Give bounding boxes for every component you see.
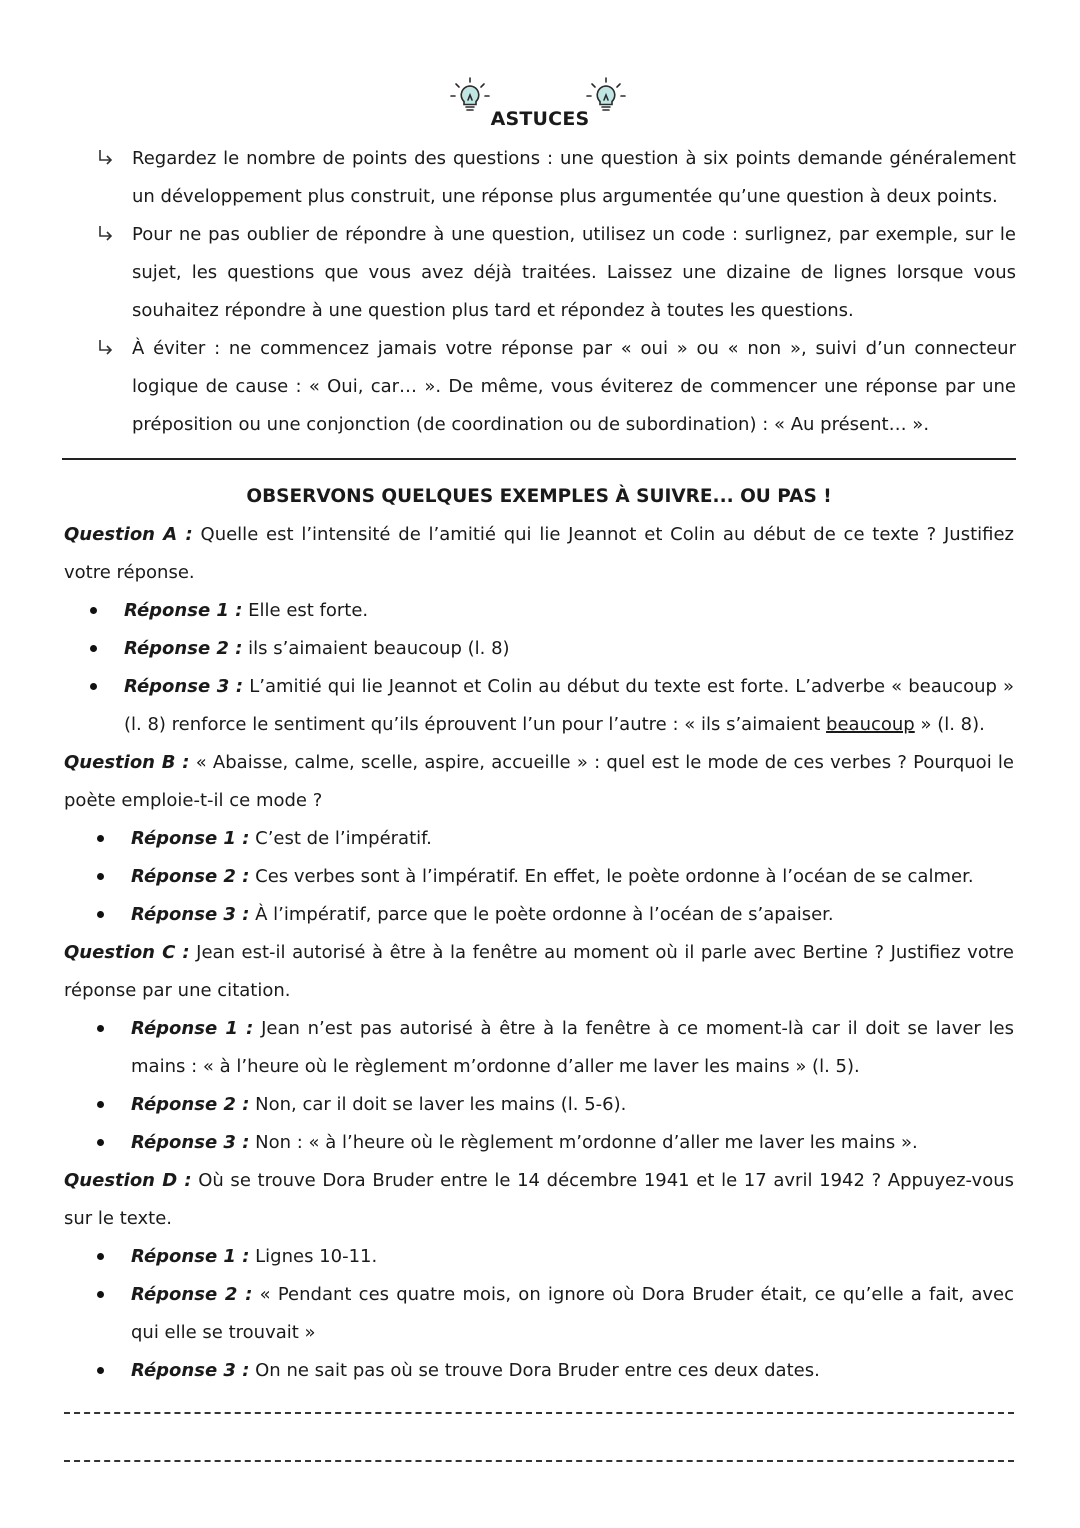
bullet-icon [97,1367,104,1374]
bullet-icon [90,645,97,652]
answers-list [64,592,1014,744]
answer-text-end: » (l. 8). [914,714,985,735]
answer-text: Lignes 10-11. [249,1246,378,1267]
tip-text: À éviter : ne commencez jamais votre réponse par « oui » ou « non », suivi d’un connecteur logique de cause : « Oui, car… ». De même, vous éviterez de commencer une réponse par une préposition ou une conjonction (de coordination ou de subordination) : « Au présent… ». [132,338,1016,435]
question-text: Jean est-il autorisé à être à la fenêtre au moment où il parle avec Bertine ? Justifiez votre réponse par une citation. [64,942,1014,1001]
answer-text: Elle est forte. [242,600,369,621]
answer-item [64,896,1014,934]
answer-item [64,1238,1014,1276]
tip-item [96,140,1016,216]
answer-item [64,1010,1014,1086]
question-label: Question A : [64,524,193,545]
answer-label: Réponse 1 : [131,828,250,849]
bullet-icon [97,1101,104,1108]
answers-list [64,1010,1014,1162]
dashed-writing-line [64,1460,1014,1462]
answer-label: Réponse 2 : [131,1284,253,1305]
section-divider [62,458,1016,460]
answer-item [64,820,1014,858]
answer-label: Réponse 1 : [131,1246,250,1267]
answer-label: Réponse 1 : [124,600,243,621]
underlined-word: beaucoup [826,714,915,735]
answers-list [64,1238,1014,1390]
astuces-header [0,72,1080,132]
question-d [64,1162,1014,1238]
question-text: Quelle est l’intensité de l’amitié qui lie Jeannot et Colin au début de ce texte ? Justifiez votre réponse. [64,524,1015,583]
answer-text: On ne sait pas où se trouve Dora Bruder entre ces deux dates. [249,1360,820,1381]
answer-text: Jean n’est pas autorisé à être à la fenêtre à ce moment-là car il doit se laver les mains : « à l’heure où le règlement m’ordonne d’aller me laver les mains » (l. 5). [131,1018,1014,1077]
section-title: OBSERVONS QUELQUES EXEMPLES À SUIVRE... OU PAS ! [246,486,832,507]
answer-text: Ces verbes sont à l’impératif. En effet, le poète ordonne à l’océan de se calmer. [249,866,974,887]
tip-text: Pour ne pas oublier de répondre à une question, utilisez un code : surlignez, par exemple, sur le sujet, les questions que vous avez déjà traitées. Laissez une dizaine de lignes lorsque vous souhaitez répondre à une question plus tard et répondez à toutes les questions. [132,224,1016,321]
answer-text: L’amitié qui lie Jeannot et Colin au début du texte est forte. L’adverbe « beaucoup » (l. 8) renforce le sentiment qu’ils éprouvent l’un pour l’autre : « ils s’aimaient [124,676,1014,735]
bullet-icon [90,607,97,614]
return-arrow-icon [96,330,116,368]
tip-item [96,216,1016,330]
bullet-icon [97,835,104,842]
bullet-icon [97,1253,104,1260]
answer-label: Réponse 2 : [124,638,243,659]
answer-item [64,858,1014,896]
answer-item [64,592,1014,630]
bullet-icon [97,911,104,918]
question-b [64,744,1014,820]
astuces-title: ASTUCES [490,108,590,130]
question-label: Question D : [64,1170,192,1191]
question-a [64,516,1014,592]
answer-label: Réponse 3 : [131,1360,250,1381]
answer-label: Réponse 2 : [131,866,250,887]
answer-item [64,1124,1014,1162]
question-text: « Abaisse, calme, scelle, aspire, accueille » : quel est le mode de ces verbes ? Pourquoi le poète emploie-t-il ce mode ? [64,752,1014,811]
bullet-icon [97,1291,104,1298]
answer-label: Réponse 1 : [131,1018,254,1039]
bullet-icon [97,1025,104,1032]
answer-text: ils s’aimaient beaucoup (l. 8) [242,638,510,659]
answers-list [64,820,1014,934]
answer-item [64,1086,1014,1124]
question-text: Où se trouve Dora Bruder entre le 14 décembre 1941 et le 17 avril 1942 ? Appuyez-vous sur le texte. [64,1170,1014,1229]
examples-section [64,478,1014,1390]
answer-item [64,1276,1014,1352]
answer-text: C’est de l’impératif. [249,828,432,849]
question-c [64,934,1014,1010]
bullet-icon [97,1139,104,1146]
tip-item [96,330,1016,444]
question-label: Question B : [64,752,190,773]
answer-text: Non : « à l’heure où le règlement m’ordonne d’aller me laver les mains ». [249,1132,918,1153]
question-label: Question C : [64,942,190,963]
return-arrow-icon [96,216,116,254]
tip-text: Regardez le nombre de points des questions : une question à six points demande généralement un développement plus construit, une réponse plus argumentée qu’une question à deux points. [132,148,1016,207]
answer-text: Non, car il doit se laver les mains (l. 5-6). [249,1094,627,1115]
answer-item [64,668,1014,744]
dashed-writing-line [64,1412,1014,1414]
answer-item [64,630,1014,668]
answer-label: Réponse 3 : [131,1132,250,1153]
answer-text: À l’impératif, parce que le poète ordonne à l’océan de s’apaiser. [249,904,834,925]
answer-label: Réponse 3 : [124,676,244,697]
answer-item [64,1352,1014,1390]
return-arrow-icon [96,140,116,178]
tips-list [96,140,1016,444]
bullet-icon [90,683,97,690]
answer-label: Réponse 2 : [131,1094,250,1115]
answer-label: Réponse 3 : [131,904,250,925]
bullet-icon [97,873,104,880]
answer-text: « Pendant ces quatre mois, on ignore où Dora Bruder était, ce qu’elle a fait, avec qui elle se trouvait » [131,1284,1014,1343]
